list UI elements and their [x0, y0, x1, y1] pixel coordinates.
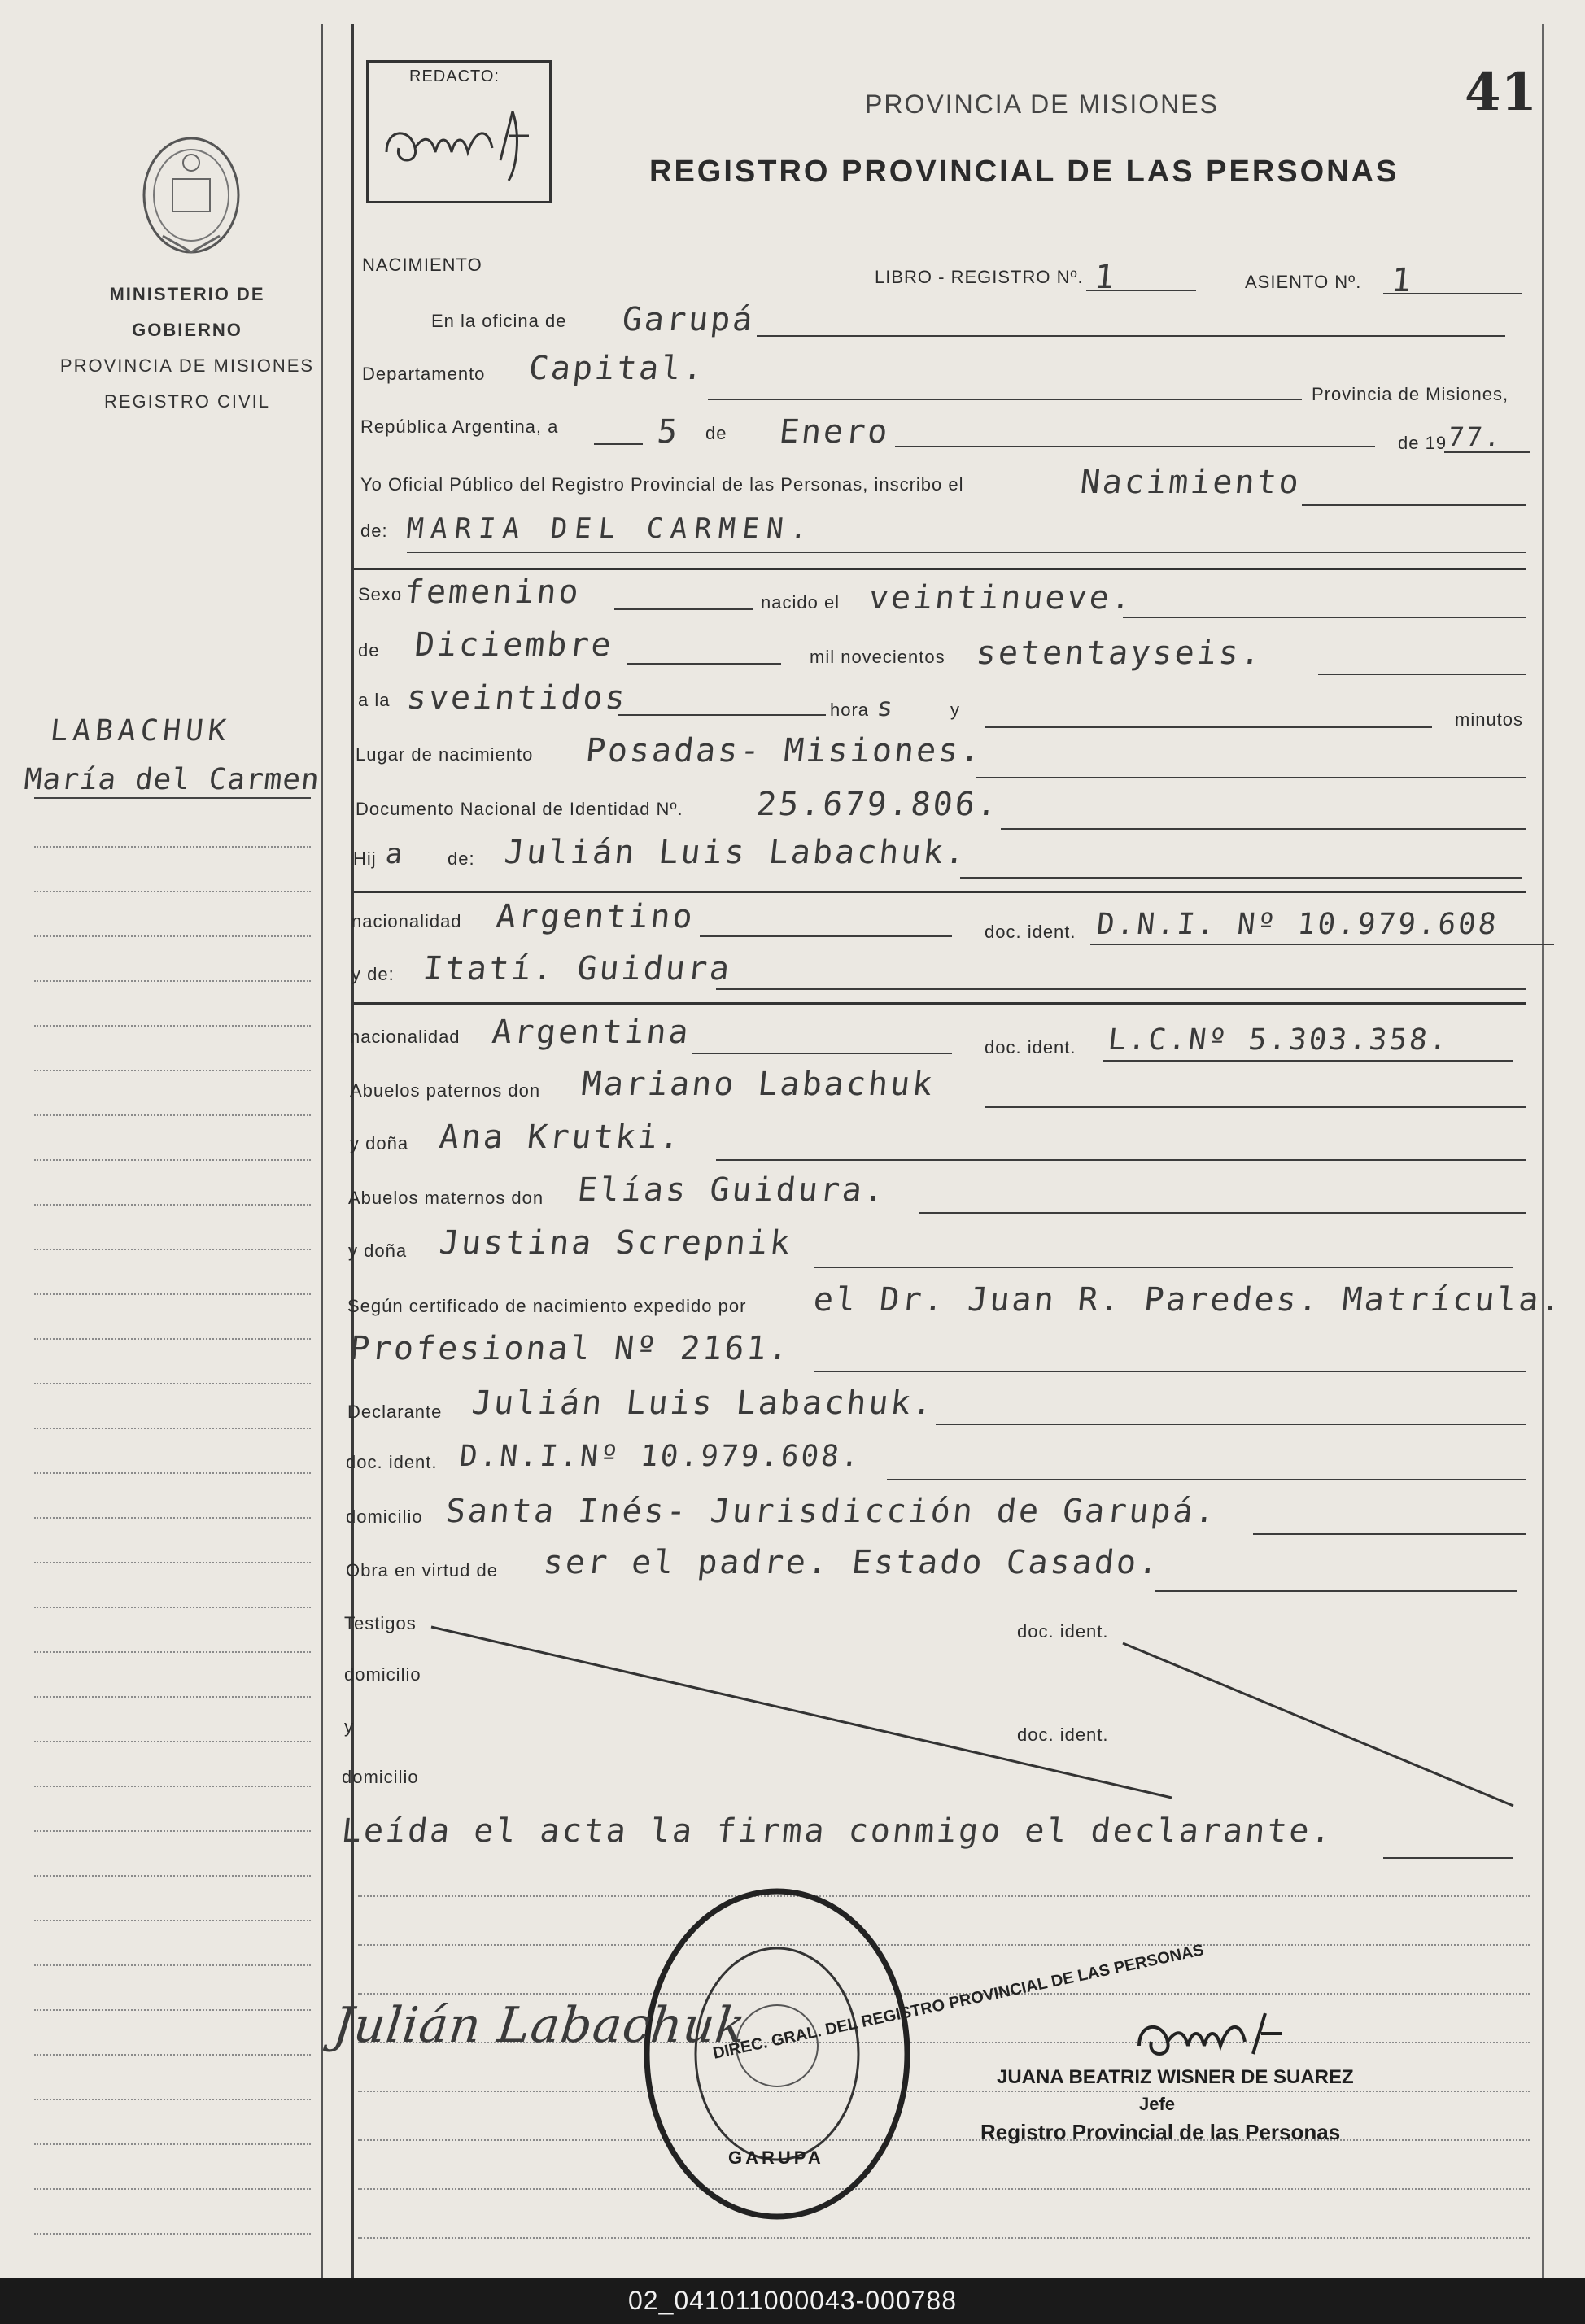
nacido-value: veintinueve.	[867, 579, 1136, 617]
nacido-label: nacido el	[761, 592, 841, 613]
nac1-label: nacionalidad	[351, 911, 462, 931]
abuelo-mat-value: Elías Guidura.	[575, 1171, 889, 1209]
mes-nac-rule	[627, 663, 781, 665]
abuela-mat-rule	[814, 1267, 1513, 1268]
libro-rule	[1086, 290, 1196, 291]
nombre-value: MARIA DEL CARMEN.	[404, 512, 817, 545]
y2-label: y	[344, 1716, 354, 1737]
doc-madre-rule	[1103, 1060, 1513, 1062]
certificado-rule	[814, 1371, 1526, 1372]
obra-rule	[1155, 1590, 1517, 1592]
domicilio-value: Santa Inés- Jurisdicción de Garupá.	[443, 1493, 1220, 1530]
dni-label: Documento Nacional de Identidad Nº.	[356, 799, 683, 819]
registry-title: REGISTRO PROVINCIAL DE LAS PERSONAS	[649, 155, 1399, 189]
asiento-label: ASIENTO Nº.	[1245, 272, 1362, 292]
docid2-label: doc. ident.	[985, 1037, 1076, 1057]
margin-given-names: María del Carmen	[22, 763, 321, 796]
redacto-box	[366, 60, 552, 203]
official-name: JUANA BEATRIZ WISNER DE SUAREZ	[997, 2066, 1354, 2088]
domicilio-label: domicilio	[346, 1506, 423, 1527]
provincia-label: Provincia de Misiones,	[1312, 384, 1509, 404]
asiento-rule	[1383, 293, 1522, 294]
nacido-rule	[1123, 617, 1526, 618]
departamento-rule	[708, 399, 1302, 400]
nombre-rule	[407, 552, 1526, 553]
section-divider-1	[354, 568, 1526, 570]
hora-value: sveintidos	[404, 679, 630, 717]
domicilio-rule	[1253, 1533, 1526, 1535]
lugar-label: Lugar de nacimiento	[356, 744, 534, 765]
oficial-value: Nacimiento	[1078, 464, 1303, 501]
nac-padre-value: Argentino	[494, 898, 697, 935]
certificado-label: Según certificado de nacimiento expedido por	[347, 1296, 747, 1316]
obra-label: Obra en virtud de	[346, 1560, 498, 1581]
section-divider-2	[354, 891, 1526, 893]
right-margin-line	[1542, 24, 1544, 2278]
inner-margin-line	[321, 24, 323, 2278]
declarante-label: Declarante	[347, 1402, 443, 1422]
official-office: Registro Provincial de las Personas	[980, 2120, 1341, 2144]
a-las-label: a la	[358, 690, 391, 710]
padre-value: Julián Luis Labachuk.	[502, 834, 970, 871]
anio-label: de 19	[1398, 433, 1447, 453]
dia-rule-left	[594, 443, 643, 445]
hora-label: hora	[830, 700, 870, 720]
oficina-label: En la oficina de	[431, 311, 567, 331]
declarante-signature: Julián Labachuk	[330, 1997, 749, 2054]
asiento-value: 1	[1389, 262, 1416, 299]
doc-declarante-value: D.N.I.Nº 10.979.608.	[457, 1440, 863, 1473]
witness-strike-lines	[423, 1619, 1530, 1818]
minutos-rule	[985, 726, 1432, 728]
hora-rule	[618, 714, 826, 716]
province-heading: PROVINCIA DE MISIONES	[865, 89, 1219, 119]
dia-de-label: de	[705, 423, 727, 443]
doc-declarante-rule	[887, 1479, 1526, 1480]
libro-value: 1	[1092, 259, 1119, 296]
abuela-pat-value: Ana Krutki.	[437, 1118, 684, 1156]
lugar-rule	[976, 777, 1526, 778]
redacto-initials-signature	[378, 103, 541, 189]
padre-rule	[960, 877, 1522, 879]
madre-value: Itatí. Guidura	[421, 950, 734, 988]
dia-value: 5	[655, 413, 682, 451]
anio-nac-value: setentayseis.	[974, 634, 1265, 672]
anio-value: 77.	[1447, 421, 1504, 452]
sexo-label: Sexo	[358, 584, 403, 604]
hijo-de-label: de:	[448, 848, 475, 869]
docid1-label: doc. ident.	[985, 922, 1076, 942]
mes-value: Enero	[777, 413, 892, 451]
certificado-value-2: Profesional Nº 2161.	[347, 1330, 793, 1367]
ministry-civil-registry: REGISTRO CIVIL	[103, 391, 271, 412]
abuela-mat-value: Justina Screpnik	[437, 1224, 794, 1262]
margin-surname: LABACHUK	[48, 714, 233, 748]
obra-value: ser el padre. Estado Casado.	[541, 1544, 1163, 1581]
docid4-label: doc. ident.	[1017, 1621, 1109, 1642]
abuelo-pat-value: Mariano Labachuk	[579, 1066, 937, 1103]
hijo-suffix: a	[383, 838, 407, 870]
nacimiento-label: NACIMIENTO	[362, 255, 482, 275]
stamp-text: DIREC. GRAL. DEL REGISTRO PROVINCIAL DE LAS PERSONAS	[711, 1941, 1206, 2063]
docid5-label: doc. ident.	[1017, 1724, 1109, 1745]
redacto-label: REDACTO:	[409, 68, 500, 85]
abuela-pat-rule	[716, 1159, 1526, 1161]
stamp-place: GARUPA	[728, 2147, 824, 2168]
ydona2-label: y doña	[348, 1240, 408, 1261]
abuelos-pat-label: Abuelos paternos don	[350, 1080, 541, 1101]
oficina-rule	[757, 335, 1505, 337]
ministry-block	[57, 277, 317, 420]
lugar-value: Posadas- Misiones.	[583, 732, 985, 770]
domicilio3-label: domicilio	[342, 1767, 419, 1787]
anio-nac-rule	[1318, 674, 1526, 675]
declarante-rule	[936, 1424, 1526, 1425]
sexo-rule	[614, 608, 753, 610]
file-id: 02_041011000043-000788	[627, 2286, 957, 2315]
doc-padre-rule	[1090, 944, 1554, 945]
doc-madre-value: L.C.Nº 5.303.358.	[1106, 1023, 1452, 1057]
yde-label: y de:	[351, 964, 395, 984]
official-signature-mark	[1131, 2009, 1294, 2070]
page-number: 41	[1465, 62, 1538, 123]
docid3-label: doc. ident.	[346, 1452, 438, 1472]
abuelos-mat-label: Abuelos maternos don	[348, 1188, 544, 1208]
republica-label: República Argentina, a	[360, 416, 559, 437]
anio-rule	[1444, 451, 1530, 453]
sexo-value: femenino	[402, 573, 583, 611]
abuelo-pat-rule	[985, 1106, 1526, 1108]
departamento-value: Capital.	[526, 350, 708, 387]
nac-padre-rule	[700, 935, 952, 937]
nac2-label: nacionalidad	[350, 1027, 461, 1047]
registry-stamp	[635, 1879, 919, 2233]
testigos-label: Testigos	[344, 1613, 417, 1633]
oficial-rule	[1302, 504, 1526, 506]
hora-suffix: s	[875, 691, 897, 722]
de2-label: de	[358, 640, 380, 661]
dni-rule	[1001, 828, 1526, 830]
domicilio2-label: domicilio	[344, 1664, 421, 1685]
nac-madre-value: Argentina	[490, 1014, 693, 1051]
oficina-value: Garupá	[620, 301, 757, 338]
margin-underline	[34, 797, 311, 799]
nac-madre-rule	[692, 1053, 952, 1054]
hijo-label: Hij	[353, 848, 377, 869]
y-label: y	[950, 700, 960, 720]
mil-label: mil novecientos	[810, 647, 945, 667]
declarante-value: Julián Luis Labachuk.	[469, 1384, 937, 1422]
ministry-title: MINISTERIO DE GOBIERNO	[109, 284, 265, 340]
libro-label: LIBRO - REGISTRO Nº.	[875, 267, 1084, 287]
ydona1-label: y doña	[350, 1133, 409, 1153]
mes-nac-value: Diciembre	[413, 626, 616, 664]
minutos-label: minutos	[1455, 709, 1524, 730]
file-id-footer	[0, 2278, 1585, 2324]
dni-value: 25.679.806.	[754, 786, 1002, 823]
doc-padre-value: D.N.I. Nº 10.979.608	[1094, 908, 1500, 941]
section-divider-3	[354, 1002, 1526, 1005]
madre-rule	[716, 988, 1526, 990]
abuelo-mat-rule	[919, 1212, 1526, 1214]
official-role: Jefe	[1139, 2094, 1176, 2114]
oficial-label: Yo Oficial Público del Registro Provincial de las Personas, inscribo el	[360, 474, 964, 495]
mes-rule	[895, 446, 1375, 447]
certificado-value: el Dr. Juan R. Paredes. Matrícula.	[811, 1281, 1565, 1319]
leida-text: Leída el acta la firma conmigo el declarante.	[339, 1812, 1336, 1850]
departamento-label: Departamento	[362, 364, 486, 384]
de-nombre-label: de:	[360, 521, 388, 541]
ministry-province: PROVINCIA DE MISIONES	[59, 355, 315, 376]
leida-rule	[1383, 1857, 1513, 1859]
coat-of-arms-seal	[130, 130, 252, 264]
